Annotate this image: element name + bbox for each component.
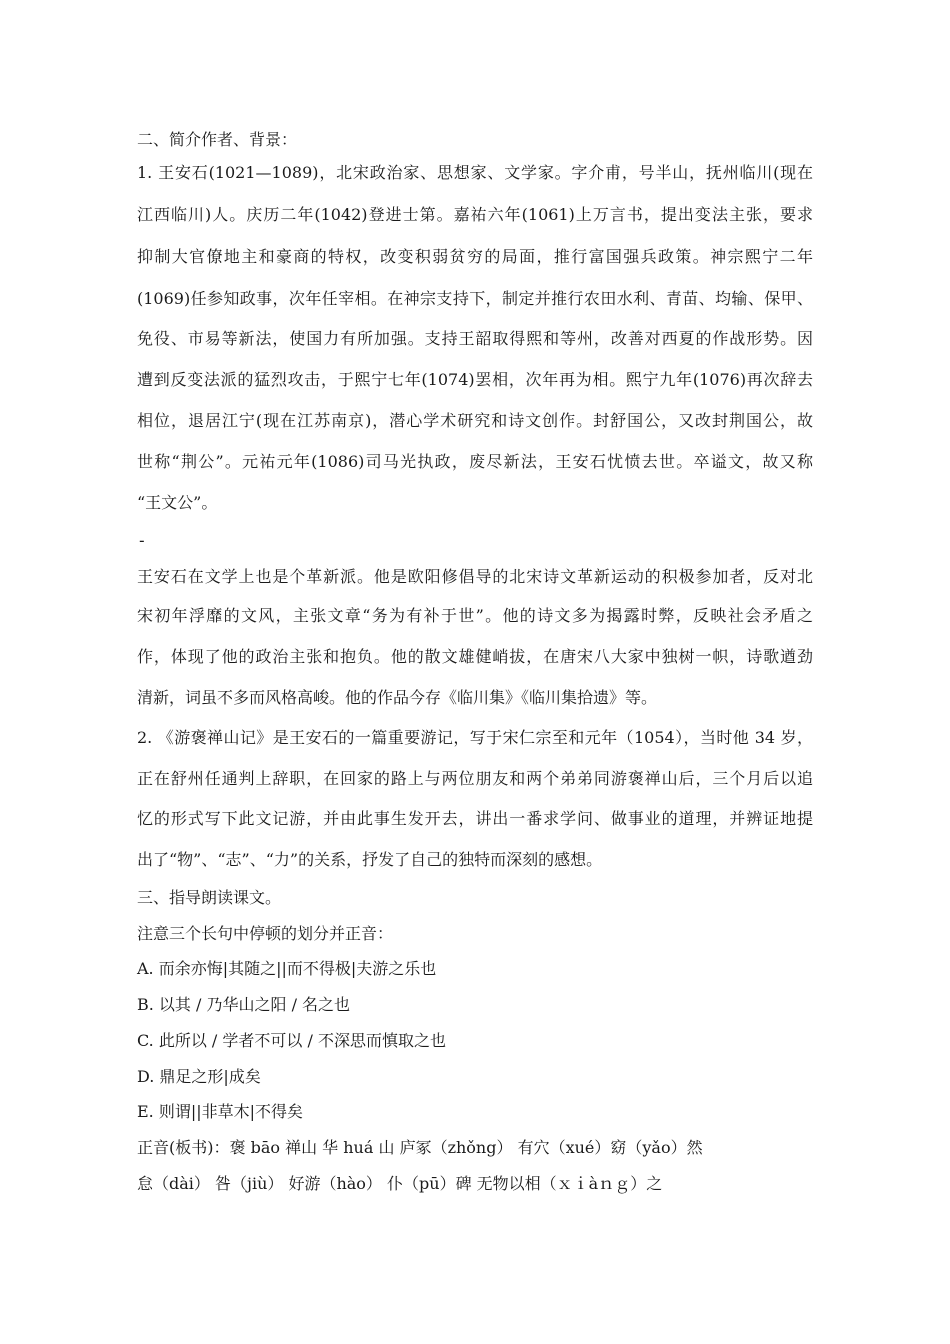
author-intro-line: 免役、市易等新法，使国力有所加强。支持王韶取得熙和等州，改善对西夏的作战形势。因	[137, 329, 813, 348]
section-2-title: 二、简介作者、背景：	[137, 130, 298, 149]
author-intro-line: 相位，退居江宁(现在江苏南京)，潜心学术研究和诗文创作。封舒国公，又改封荆国公，故	[137, 411, 813, 430]
pause-item: E. 则谓||非草木|不得矣	[137, 1102, 304, 1121]
separator-dash: -	[137, 531, 147, 550]
background-para-line: 2. 《游褒禅山记》是王安石的一篇重要游记，写于宋仁宗至和元年（1054），当时他 34 岁，	[137, 728, 813, 747]
author-intro-line: 世称“荆公”。元祐元年(1086)司马光执政，废尽新法，王安石忧愤去世。卒谥文，故又称	[137, 452, 813, 471]
literature-para-line: 清新，词虽不多而风格高峻。他的作品今存《临川集》《临川集拾遗》等。	[137, 688, 658, 707]
section-3-title: 三、指导朗读课文。	[137, 888, 282, 907]
pause-item: A. 而余亦悔|其随之||而不得极|夫游之乐也	[137, 959, 437, 978]
author-intro-line: “王文公”。	[137, 493, 218, 512]
pause-item: C. 此所以 / 学者不可以 / 不深思而慎取之也	[137, 1031, 446, 1050]
author-intro-line: 1. 王安石(1021—1089)，北宋政治家、思想家、文学家。字介甫，号半山，抚州临川(现在	[137, 163, 813, 182]
pronunciation-line: 怠（dài） 咎（jiù） 好游（hào） 仆（pū）碑 无物以相（ｘｉàｎｇ）之	[137, 1174, 663, 1193]
background-para-line: 忆的形式写下此文记游，并由此事生发开去，讲出一番求学问、做事业的道理，并辨证地提	[137, 809, 813, 828]
pause-item: B. 以其 / 乃华山之阳 / 名之也	[137, 995, 351, 1014]
background-para-line: 正在舒州任通判上辞职，在回家的路上与两位朋友和两个弟弟同游褒禅山后，三个月后以追	[137, 769, 813, 788]
background-para-line: 出了“物”、“志”、“力”的关系，抒发了自己的独特而深刻的感想。	[137, 850, 603, 869]
reading-note: 注意三个长句中停顿的划分并正音：	[137, 924, 394, 943]
literature-para-line: 宋初年浮靡的文风，主张文章“务为有补于世”。他的诗文多为揭露时弊，反映社会矛盾之	[137, 606, 813, 625]
author-intro-line: 江西临川)人。庆历二年(1042)登进士第。嘉祐六年(1061)上万言书，提出变法主张，要求	[137, 205, 813, 224]
pause-item: D. 鼎足之形|成矣	[137, 1067, 261, 1086]
author-intro-line: 遭到反变法派的猛烈攻击，于熙宁七年(1074)罢相，次年再为相。熙宁九年(1076)再次辞去	[137, 370, 813, 389]
author-intro-line: 抑制大官僚地主和豪商的特权，改变积弱贫穷的局面，推行富国强兵政策。神宗熙宁二年	[137, 247, 813, 266]
literature-para-line: 王安石在文学上也是个革新派。他是欧阳修倡导的北宋诗文革新运动的积极参加者，反对北	[137, 567, 813, 586]
literature-para-line: 作，体现了他的政治主张和抱负。他的散文雄健峭拔，在唐宋八大家中独树一帜，诗歌遒劲	[137, 647, 813, 666]
pronunciation-line: 正音(板书)：褒 bāo 禅山 华 huá 山 庐冢（zhǒng） 有穴（xué）窈（yǎo）然	[137, 1138, 703, 1157]
author-intro-line: (1069)任参知政事，次年任宰相。在神宗支持下，制定并推行农田水利、青苗、均输、保甲、	[137, 289, 813, 308]
